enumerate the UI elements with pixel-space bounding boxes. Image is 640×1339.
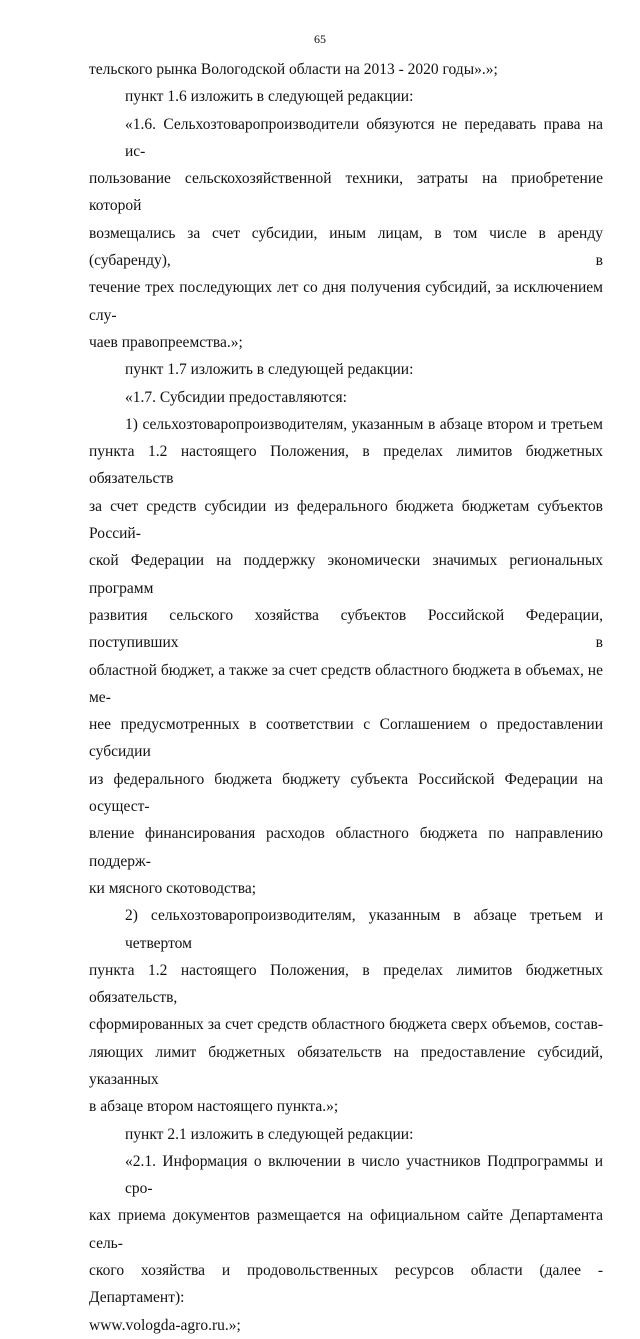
text-line: областной бюджет, а также за счет средств областного бюджета в объемах, не ме- xyxy=(89,661,603,706)
paragraph-continuation xyxy=(89,56,603,83)
text-line: сформированных за счет средств областного бюджета сверх объемов, состав- xyxy=(89,1016,603,1034)
text-line: 2) сельхозтоваропроизводителям, указанным в абзаце третьем и четвертом xyxy=(125,907,603,952)
paragraph-clause-1-7 xyxy=(89,384,603,411)
text-line: вление финансирования расходов областного бюджета по направлению поддерж- xyxy=(89,825,603,870)
text-line: ского хозяйства и продовольственных ресурсов области (далее - Департамент): xyxy=(89,1262,603,1307)
paragraph-instruction-2-1 xyxy=(89,1121,603,1148)
text-line: развития сельского хозяйства субъектов Российской Федерации, поступивших в xyxy=(89,606,603,652)
paragraph-instruction-1-7 xyxy=(89,356,603,383)
text-line: www.vologda-agro.ru.»; xyxy=(89,1316,241,1334)
paragraph-clause-2-1 xyxy=(89,1148,603,1339)
text-line: ской Федерации на поддержку экономически значимых региональных программ xyxy=(89,552,603,597)
text-line: ки мясного скотоводства; xyxy=(89,879,257,897)
text-line: из федерального бюджета бюджету субъекта Российской Федерации на осущест- xyxy=(89,770,603,816)
text-line: тельского рынка Вологодской области на 2013 - 2020 годы».»; xyxy=(89,61,498,78)
text-line: ках приема документов размещается на официальном сайте Департамента сель- xyxy=(89,1207,603,1252)
document-body xyxy=(89,56,603,1339)
paragraph-subitem-1 xyxy=(89,411,603,902)
text-line: «2.1. Информация о включении в число участников Подпрограммы и сро- xyxy=(125,1152,603,1198)
paragraph-clause-1-6 xyxy=(89,111,603,357)
page-number: 65 xyxy=(314,32,326,46)
text-line: пункт 2.1 изложить в следующей редакции: xyxy=(125,1125,414,1143)
text-line: за счет средств субсидии из федерального бюджета бюджетам субъектов Россий- xyxy=(89,497,603,543)
text-line: пункт 1.6 изложить в следующей редакции: xyxy=(125,88,414,106)
text-line: «1.7. Субсидии предоставляются: xyxy=(125,388,347,406)
text-line: пункта 1.2 настоящего Положения, в пределах лимитов бюджетных обязательств, xyxy=(89,961,603,1007)
text-line: в абзаце втором настоящего пункта.»; xyxy=(89,1098,339,1116)
text-line: 1) сельхозтоваропроизводителям, указанным в абзаце втором и третьем xyxy=(125,415,603,433)
text-line: чаев правопреемства.»; xyxy=(89,333,243,351)
text-line: возмещались за счет субсидии, иным лицам, в том числе в аренду (субаренду), в xyxy=(89,224,603,270)
text-line: ляющих лимит бюджетных обязательств на предоставление субсидий, указанных xyxy=(89,1043,603,1088)
text-line: пункта 1.2 настоящего Положения, в пределах лимитов бюджетных обязательств xyxy=(89,443,603,488)
text-line: нее предусмотренных в соответствии с Соглашением о предоставлении субсидии xyxy=(89,716,603,761)
paragraph-instruction-1-6 xyxy=(89,83,603,110)
text-line: пользование сельскохозяйственной техники, затраты на приобретение которой xyxy=(89,170,603,215)
text-line: пункт 1.7 изложить в следующей редакции: xyxy=(125,361,414,379)
text-line: «1.6. Сельхозтоваропроизводители обязуются не передавать права на ис- xyxy=(125,115,603,160)
paragraph-subitem-2 xyxy=(89,902,603,1120)
text-line: течение трех последующих лет со дня получения субсидий, за исключением слу- xyxy=(89,279,603,324)
